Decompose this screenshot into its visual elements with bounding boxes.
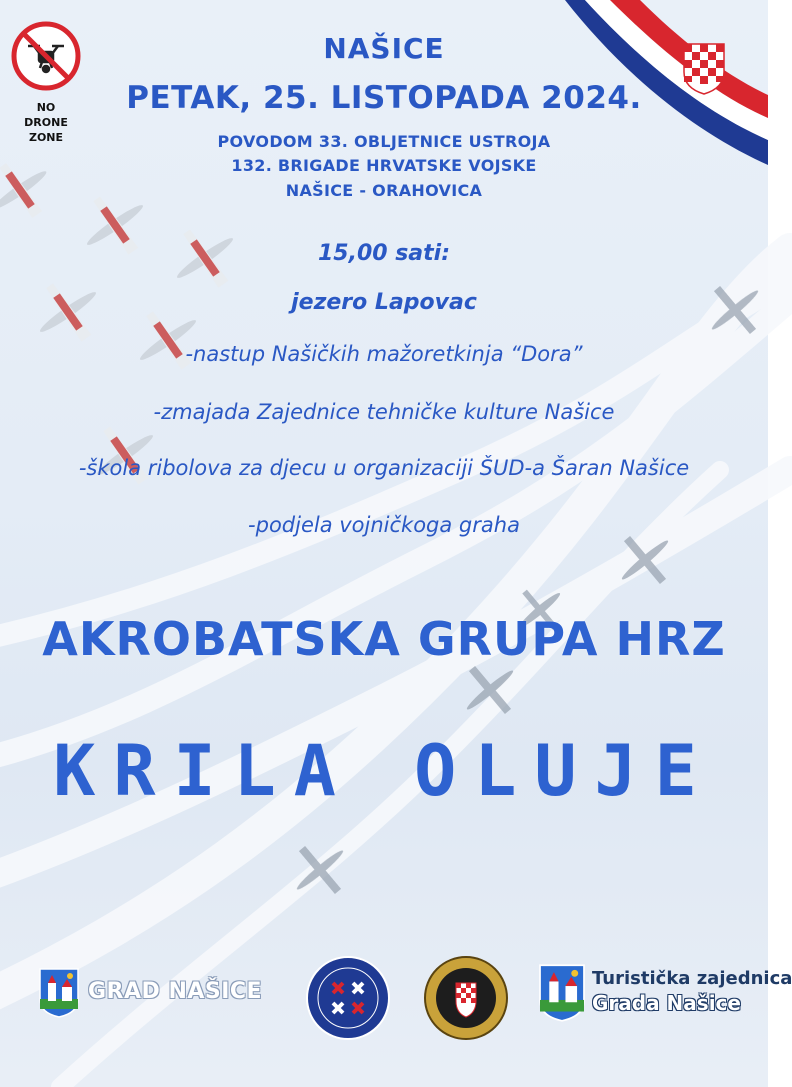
group-name-headline: KRILA OLUJE xyxy=(53,730,715,812)
ministry-of-defence-badge-icon xyxy=(423,955,509,1041)
occasion-line: NAŠICE - ORAHOVICA xyxy=(285,181,483,200)
event-date: PETAK, 25. LISTOPADA 2024. xyxy=(126,80,642,116)
nasice-coat-of-arms-icon xyxy=(40,969,78,1017)
planes-formation xyxy=(0,147,251,501)
tz-label-line2: Grada Našice xyxy=(592,991,741,1015)
grad-nasice-label: GRAD NAŠICE xyxy=(88,979,263,1004)
group-headline: AKROBATSKA GRUPA HRZ xyxy=(42,612,726,666)
programme-item: -škola ribolova za djecu u organizaciji ŠUD-a Šaran Našice xyxy=(78,456,690,480)
programme-item: -nastup Našičkih mažoretkinja “Dora” xyxy=(185,342,583,366)
no-drone-label: NO DRONE ZONE xyxy=(24,101,68,144)
nasice-coat-of-arms-icon xyxy=(540,965,584,1021)
event-time: 15,00 sati: xyxy=(317,241,451,266)
sponsor-logos xyxy=(0,955,792,1055)
occasion-line: 132. BRIGADE HRVATSKE VOJSKE xyxy=(231,156,537,175)
grad-nasice-logo xyxy=(40,969,263,1021)
tz-label xyxy=(592,967,792,1015)
akrobatska-grupa-badge-icon xyxy=(305,955,391,1041)
city-title: NAŠICE xyxy=(323,32,445,65)
occasion-line: POVODOM 33. OBLJETNICE USTROJA xyxy=(217,132,551,151)
turisticka-zajednica-logo xyxy=(540,965,792,1025)
event-location: jezero Lapovac xyxy=(291,290,477,315)
tz-label-line1: Turistička zajednica xyxy=(592,968,792,989)
programme-item: -podjela vojničkoga graha xyxy=(248,513,520,537)
programme-item: -zmajada Zajednice tehničke kulture Našice xyxy=(153,400,615,424)
